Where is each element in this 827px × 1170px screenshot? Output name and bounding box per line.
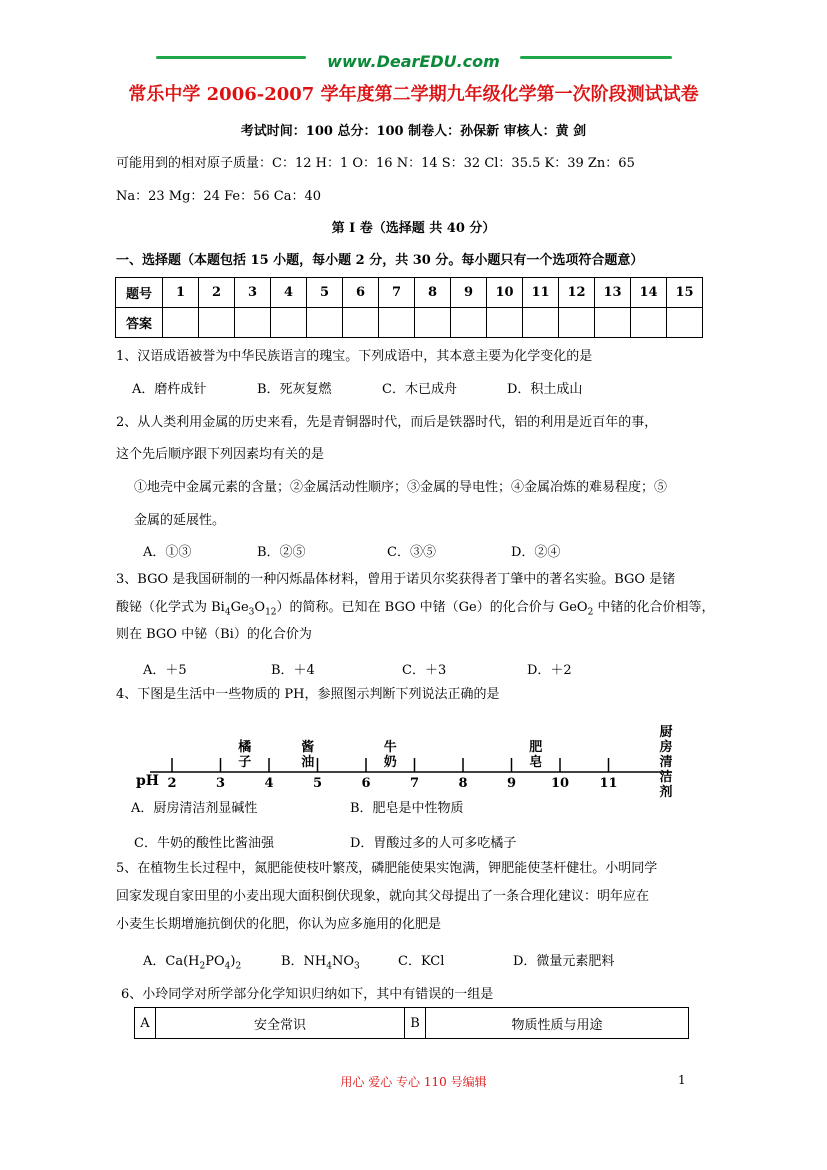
q3-stem-3: 则在 BGO 中铋（Bi）的化合价为 (116, 627, 312, 642)
ph-substance-label: 酱油 (301, 740, 315, 770)
q3-text: 中锗的化合价相等， (593, 600, 715, 615)
q5-text: NO (332, 954, 355, 969)
q5-stem-3: 小麦生长期增施抗倒伏的化肥，你认为应多施用的化肥是 (116, 917, 442, 932)
exam-meta: 考试时间：100 总分：100 制卷人：孙保新 审核人：黄 剑 (240, 124, 587, 139)
answer-table-num: 6 (343, 278, 379, 308)
q5-subscript: 2 (199, 961, 206, 972)
q6-cell-safety: 安全常识 (156, 1008, 405, 1039)
q5-option-d: D．微量元素肥料 (513, 954, 615, 969)
q1-option-a: A．磨杵成针 (132, 382, 207, 397)
answer-table-num: 7 (379, 278, 415, 308)
exam-title: 常乐中学 2006-2007 学年度第二学期九年级化学第一次阶段测试试卷 (128, 84, 699, 105)
q3-subscript: 3 (248, 607, 255, 618)
ph-tick-label: 6 (361, 776, 371, 791)
q5-subscript: 3 (354, 961, 360, 972)
ph-axis-label: pH (136, 773, 160, 789)
answer-cell[interactable] (523, 308, 559, 338)
answer-cell[interactable] (163, 308, 199, 338)
ph-tick-label: 10 (550, 776, 570, 791)
q3-option-c: C．＋3 (402, 663, 447, 678)
answer-table-num: 11 (523, 278, 559, 308)
page-number: 1 (678, 1073, 686, 1087)
q4-option-c: C．牛奶的酸性比酱油强 (134, 836, 274, 851)
q5-stem-1: 5、在植物生长过程中，氮肥能使枝叶繁茂，磷肥能使果实饱满，钾肥能使茎杆健壮。小明同学 (116, 861, 658, 876)
answer-table (115, 277, 703, 338)
q6-table (134, 1007, 689, 1039)
ph-scale (130, 712, 700, 800)
q1-stem: 1、汉语成语被誉为中华民族语言的瑰宝。下列成语中，其本意主要为化学变化的是 (116, 349, 593, 364)
answer-table-num: 15 (667, 278, 703, 308)
answer-cell[interactable] (595, 308, 631, 338)
answer-cell[interactable] (343, 308, 379, 338)
q3-option-b: B．＋4 (271, 663, 315, 678)
answer-table-num: 3 (235, 278, 271, 308)
answer-table-num: 14 (631, 278, 667, 308)
answer-table-number-row (116, 278, 703, 308)
q3-subscript: 4 (224, 607, 231, 618)
q3-text: ）的简称。已知在 BGO 中锗（Ge）的化合价与 GeO (276, 600, 588, 615)
q5-subscript: 2 (235, 961, 242, 972)
ph-substance-label: 肥皂 (529, 740, 543, 770)
q3-text: O (254, 600, 266, 615)
q2-option-a: A．①③ (143, 545, 192, 560)
section-title: 第 I 卷（选择题 共 40 分） (331, 221, 496, 236)
q4-option-b: B．肥皂是中性物质 (350, 801, 464, 816)
answer-cell[interactable] (667, 308, 703, 338)
q5-stem-2: 回家发现自家田里的小麦出现大面积倒伏现象，就向其父母提出了一条合理化建议：明年应在 (116, 889, 650, 904)
ph-tick-label: 9 (506, 776, 517, 791)
answer-table-answer-row (116, 308, 703, 338)
q6-stem: 6、小玲同学对所学部分化学知识归纳如下，其中有错误的一组是 (121, 987, 494, 1002)
q1-option-b: B．死灰复燃 (257, 382, 332, 397)
q6-cell-label-a: A (135, 1008, 156, 1039)
ph-tick-label: 2 (167, 776, 177, 791)
q2-stem-3: ①地壳中金属元素的含量；②金属活动性顺序；③金属的导电性；④金属冶炼的难易程度；⑤ (134, 480, 668, 495)
answer-cell[interactable] (415, 308, 451, 338)
q3-stem-2 (116, 596, 714, 618)
answer-cell[interactable] (451, 308, 487, 338)
answer-cell[interactable] (199, 308, 235, 338)
q2-stem-2: 这个先后顺序跟下列因素均有关的是 (116, 447, 325, 462)
answer-cell[interactable] (559, 308, 595, 338)
q3-text: 酸铋（化学式为 Bi (116, 600, 225, 615)
answer-cell[interactable] (235, 308, 271, 338)
q5-option-c: C．KCl (398, 954, 445, 969)
q5-text: A．Ca(H (143, 954, 200, 969)
ph-tick-label: 3 (215, 776, 226, 791)
answer-table-num: 4 (271, 278, 307, 308)
answer-table-num: 12 (559, 278, 595, 308)
ph-tick-label: 5 (312, 776, 323, 791)
atomic-masses-line1: 可能用到的相对原子质量：C：12 H：1 O：16 N：14 S：32 Cl：35.5 K：39 Zn：65 (116, 156, 635, 171)
answer-table-num: 13 (595, 278, 631, 308)
answer-cell[interactable] (379, 308, 415, 338)
ph-tick-label: 7 (409, 776, 420, 791)
q3-subscript: 12 (265, 607, 277, 618)
atomic-masses-line2: Na：23 Mg：24 Fe：56 Ca：40 (116, 189, 322, 204)
q5-text: ) (230, 954, 236, 969)
ph-tick-label: 4 (264, 776, 274, 791)
q2-option-c: C．③⑤ (387, 545, 436, 560)
q5-subscript: 4 (224, 961, 231, 972)
q2-stem-1: 2、从人类利用金属的历史来看，先是青铜器时代，而后是铁器时代，铝的利用是近百年的事， (116, 415, 658, 430)
q5-text: PO (205, 954, 225, 969)
q6-table-header-row (135, 1008, 689, 1039)
q3-text: Ge (230, 600, 249, 615)
answer-table-label: 答案 (116, 308, 163, 338)
answer-cell[interactable] (307, 308, 343, 338)
answer-table-num: 5 (307, 278, 343, 308)
ph-tick-label: 8 (458, 776, 468, 791)
q1-option-d: D．积土成山 (507, 382, 583, 397)
ph-substance-label: 厨房清洁剂 (659, 725, 673, 800)
q5-subscript: 4 (326, 961, 332, 972)
answer-table-num: 2 (199, 278, 235, 308)
footer-text: 用心 爱心 专心 110 号编辑 (340, 1075, 487, 1089)
q2-option-d: D．②④ (511, 545, 561, 560)
answer-cell[interactable] (631, 308, 667, 338)
q6-cell-properties: 物质性质与用途 (426, 1008, 689, 1039)
answer-cell[interactable] (271, 308, 307, 338)
q4-stem: 4、下图是生活中一些物质的 PH，参照图示判断下列说法正确的是 (116, 687, 500, 702)
section-instruction: 一、选择题（本题包括 15 小题，每小题 2 分，共 30 分。每小题只有一个选项符合题意） (116, 253, 644, 268)
q2-stem-4: 金属的延展性。 (134, 513, 226, 528)
q5-option-b (281, 950, 360, 972)
q3-subscript: 2 (587, 607, 594, 618)
answer-table-num: 1 (163, 278, 199, 308)
ph-substance-label: 橘子 (238, 740, 252, 770)
q3-option-d: D．＋2 (527, 663, 572, 678)
answer-table-num: 9 (451, 278, 487, 308)
ph-substance-label: 牛奶 (383, 740, 397, 770)
q5-text: B．NH (281, 954, 327, 969)
answer-table-num: 10 (487, 278, 523, 308)
q4-option-d: D．胃酸过多的人可多吃橘子 (350, 836, 517, 851)
q5-option-a (143, 950, 241, 972)
ph-tick-label: 11 (599, 776, 618, 791)
q3-stem-1: 3、BGO 是我国研制的一种闪烁晶体材料，曾用于诺贝尔奖获得者丁肇中的著名实验。BGO 是锗 (116, 572, 676, 587)
answer-table-label: 题号 (116, 278, 163, 308)
site-name: www.DearEDU.com (327, 52, 500, 71)
answer-table-num: 8 (415, 278, 451, 308)
q2-option-b: B．②⑤ (257, 545, 306, 560)
q1-option-c: C．木已成舟 (382, 382, 457, 397)
q4-option-a: A．厨房清洁剂显碱性 (131, 801, 258, 816)
q6-cell-label-b: B (405, 1008, 426, 1039)
q3-option-a: A．＋5 (143, 663, 187, 678)
answer-cell[interactable] (487, 308, 523, 338)
